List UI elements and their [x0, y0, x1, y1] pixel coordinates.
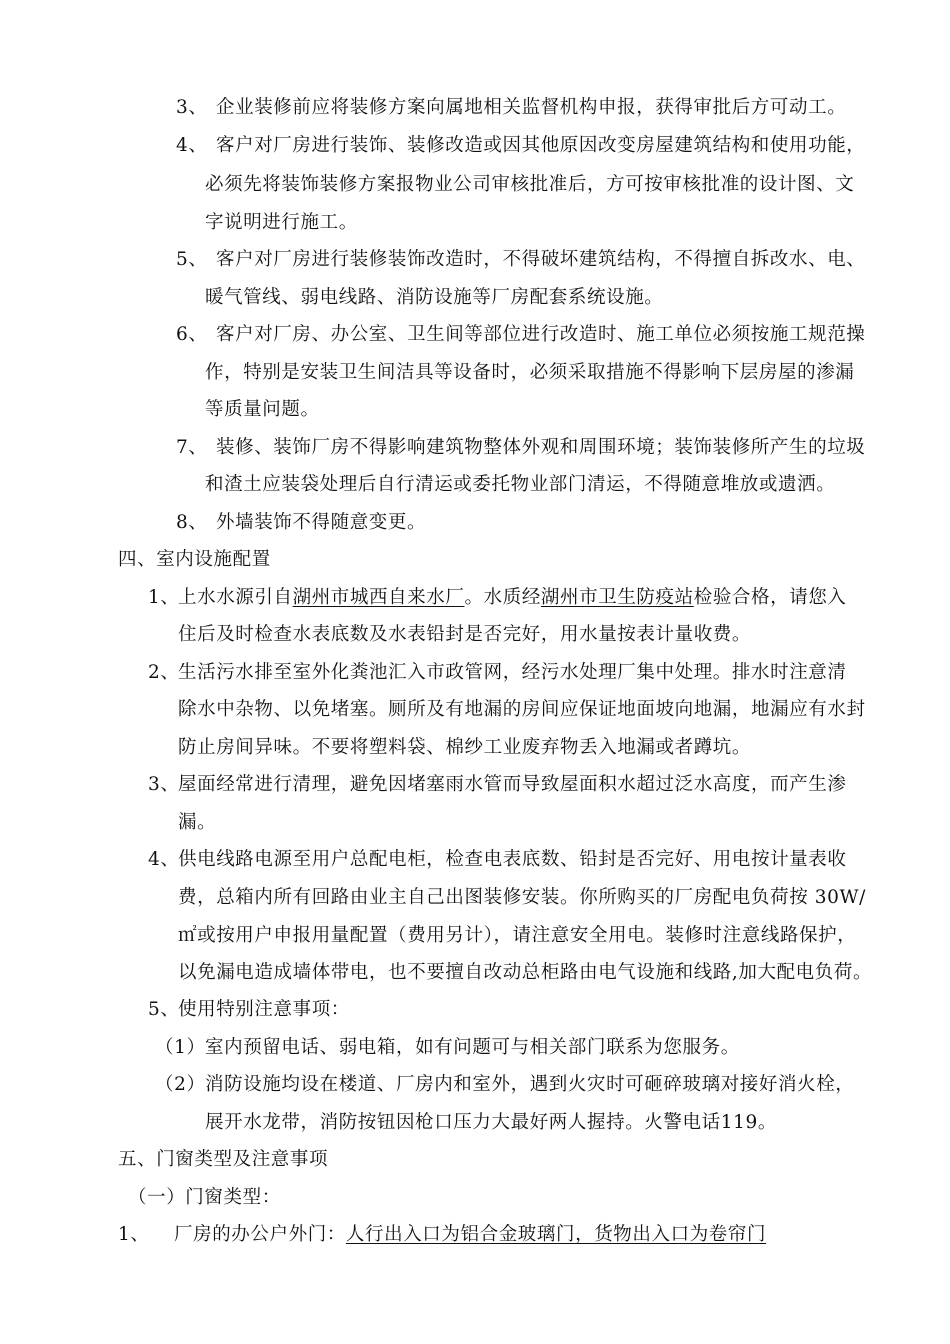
item-5-line-2: 暖气管线、弱电线路、消防设施等厂房配套系统设施。 [205, 287, 664, 308]
item-number: 3、 [148, 774, 180, 795]
item-7-line-1 [176, 436, 865, 460]
item-text: 使用特别注意事项： [178, 999, 350, 1020]
item-text: 客户对厂房进行装修装饰改造时，不得破坏建筑结构，不得擅自拆改水、电、 [216, 249, 866, 270]
s4-sub-2-line-1 [155, 1073, 854, 1097]
item-text: 。水质经 [464, 587, 541, 608]
item-text: 屋面经常进行清理，避免因堵塞雨水管而导致屋面积水超过泛水高度，而产生渗 [178, 774, 847, 795]
s4-item-4-line-1 [148, 848, 847, 872]
item-number: 3、 [176, 97, 208, 118]
item-number: 2、 [148, 662, 180, 683]
s4-sub-2-line-2: 展开水龙带，消防按钮因枪口压力大最好两人握持。火警电话119。 [205, 1112, 777, 1133]
section-5-heading: 五、门窗类型及注意事项 [118, 1149, 329, 1170]
s4-item-2-line-1 [148, 661, 847, 685]
s4-item-3-line-1 [148, 773, 847, 797]
item-text: 供电线路电源至用户总配电柜，检查电表底数、铅封是否完好、用电按计量表收 [178, 849, 847, 870]
s4-item-1-line-2: 住后及时检查水表底数及水表铅封是否完好，用水量按表计量收费。 [178, 624, 752, 645]
item-number: 1、 [148, 587, 180, 608]
item-5-line-1 [176, 248, 865, 272]
item-6-line-1 [176, 323, 865, 347]
section-5-subheading: （一）门窗类型： [128, 1187, 281, 1208]
s4-sub-1 [155, 1036, 740, 1060]
item-number: （2） [155, 1074, 206, 1095]
item-label: 厂房的办公户外门： [174, 1224, 346, 1245]
item-text: 上水水源引自 [178, 587, 293, 608]
s4-item-2-line-2: 除水中杂物、以免堵塞。厕所及有地漏的房间应保证地面坡向地漏，地漏应有水封 [178, 699, 866, 720]
s4-item-4-line-3: ㎡或按用户申报用量配置（费用另计），请注意安全用电。装修时注意线路保护， [178, 925, 857, 946]
s4-item-1-line-1 [148, 586, 847, 610]
inspection-station-underlined: 湖州市卫生防疫站 [540, 587, 694, 608]
item-number: 6、 [176, 324, 208, 345]
item-text: 外墙装饰不得随意变更。 [216, 512, 427, 533]
item-number: 7、 [176, 437, 208, 458]
item-4-line-2: 必须先将装饰装修方案报物业公司审核批准后，方可按审核批准的设计图、文 [205, 174, 855, 195]
item-text: 检验合格，请您入 [693, 587, 847, 608]
s4-item-3-line-2: 漏。 [178, 812, 217, 833]
item-number: 4、 [148, 849, 180, 870]
item-number: 5、 [176, 249, 208, 270]
item-8-line-1 [176, 511, 426, 535]
s4-item-5 [148, 998, 350, 1022]
s4-item-4-line-4: 以免漏电造成墙体带电，也不要擅自改动总柜路由电气设施和线路,加大配电负荷。 [178, 962, 873, 983]
item-number: 4、 [176, 135, 208, 156]
item-4-line-1 [176, 134, 865, 158]
section-4-heading: 四、室内设施配置 [118, 549, 271, 570]
item-text: 企业装修前应将装修方案向属地相关监督机构申报，获得审批后方可动工。 [216, 97, 847, 118]
item-3-line-1 [176, 96, 846, 120]
item-number: 1、 [118, 1224, 150, 1245]
water-source-underlined: 湖州市城西自来水厂 [292, 587, 465, 608]
item-text: 装修、装饰厂房不得影响建筑物整体外观和周围环境；装饰装修所产生的垃圾 [216, 437, 866, 458]
item-7-line-2: 和渣土应装袋处理后自行清运或委托物业部门清运，不得随意堆放或遗洒。 [205, 474, 836, 495]
item-4-line-3: 字说明进行施工。 [205, 212, 358, 233]
door-types-underlined: 人行出入口为铝合金玻璃门，货物出入口为卷帘门 [345, 1224, 767, 1245]
item-text: 室内预留电话、弱电箱，如有问题可与相关部门联系为您服务。 [205, 1037, 740, 1058]
item-text: 客户对厂房进行装饰、装修改造或因其他原因改变房屋建筑结构和使用功能， [216, 135, 866, 156]
s4-item-2-line-3: 防止房间异味。不要将塑料袋、棉纱工业废弃物丢入地漏或者蹲坑。 [178, 737, 752, 758]
item-6-line-2: 作，特别是安装卫生间洁具等设备时，必须采取措施不得影响下层房屋的渗漏 [205, 362, 855, 383]
s5-item-1 [118, 1223, 766, 1247]
item-text: 客户对厂房、办公室、卫生间等部位进行改造时、施工单位必须按施工规范操 [216, 324, 866, 345]
item-6-line-3: 等质量问题。 [205, 399, 320, 420]
item-number: （1） [155, 1037, 206, 1058]
item-number: 5、 [148, 999, 180, 1020]
item-text: 消防设施均设在楼道、厂房内和室外，遇到火灾时可砸碎玻璃对接好消火栓， [205, 1074, 855, 1095]
item-number: 8、 [176, 512, 208, 533]
s4-item-4-line-2: 费，总箱内所有回路由业主自己出图装修安装。你所购买的厂房配电负荷按 30W/ [178, 887, 866, 908]
item-text: 生活污水排至室外化粪池汇入市政管网，经污水处理厂集中处理。排水时注意清 [178, 662, 847, 683]
